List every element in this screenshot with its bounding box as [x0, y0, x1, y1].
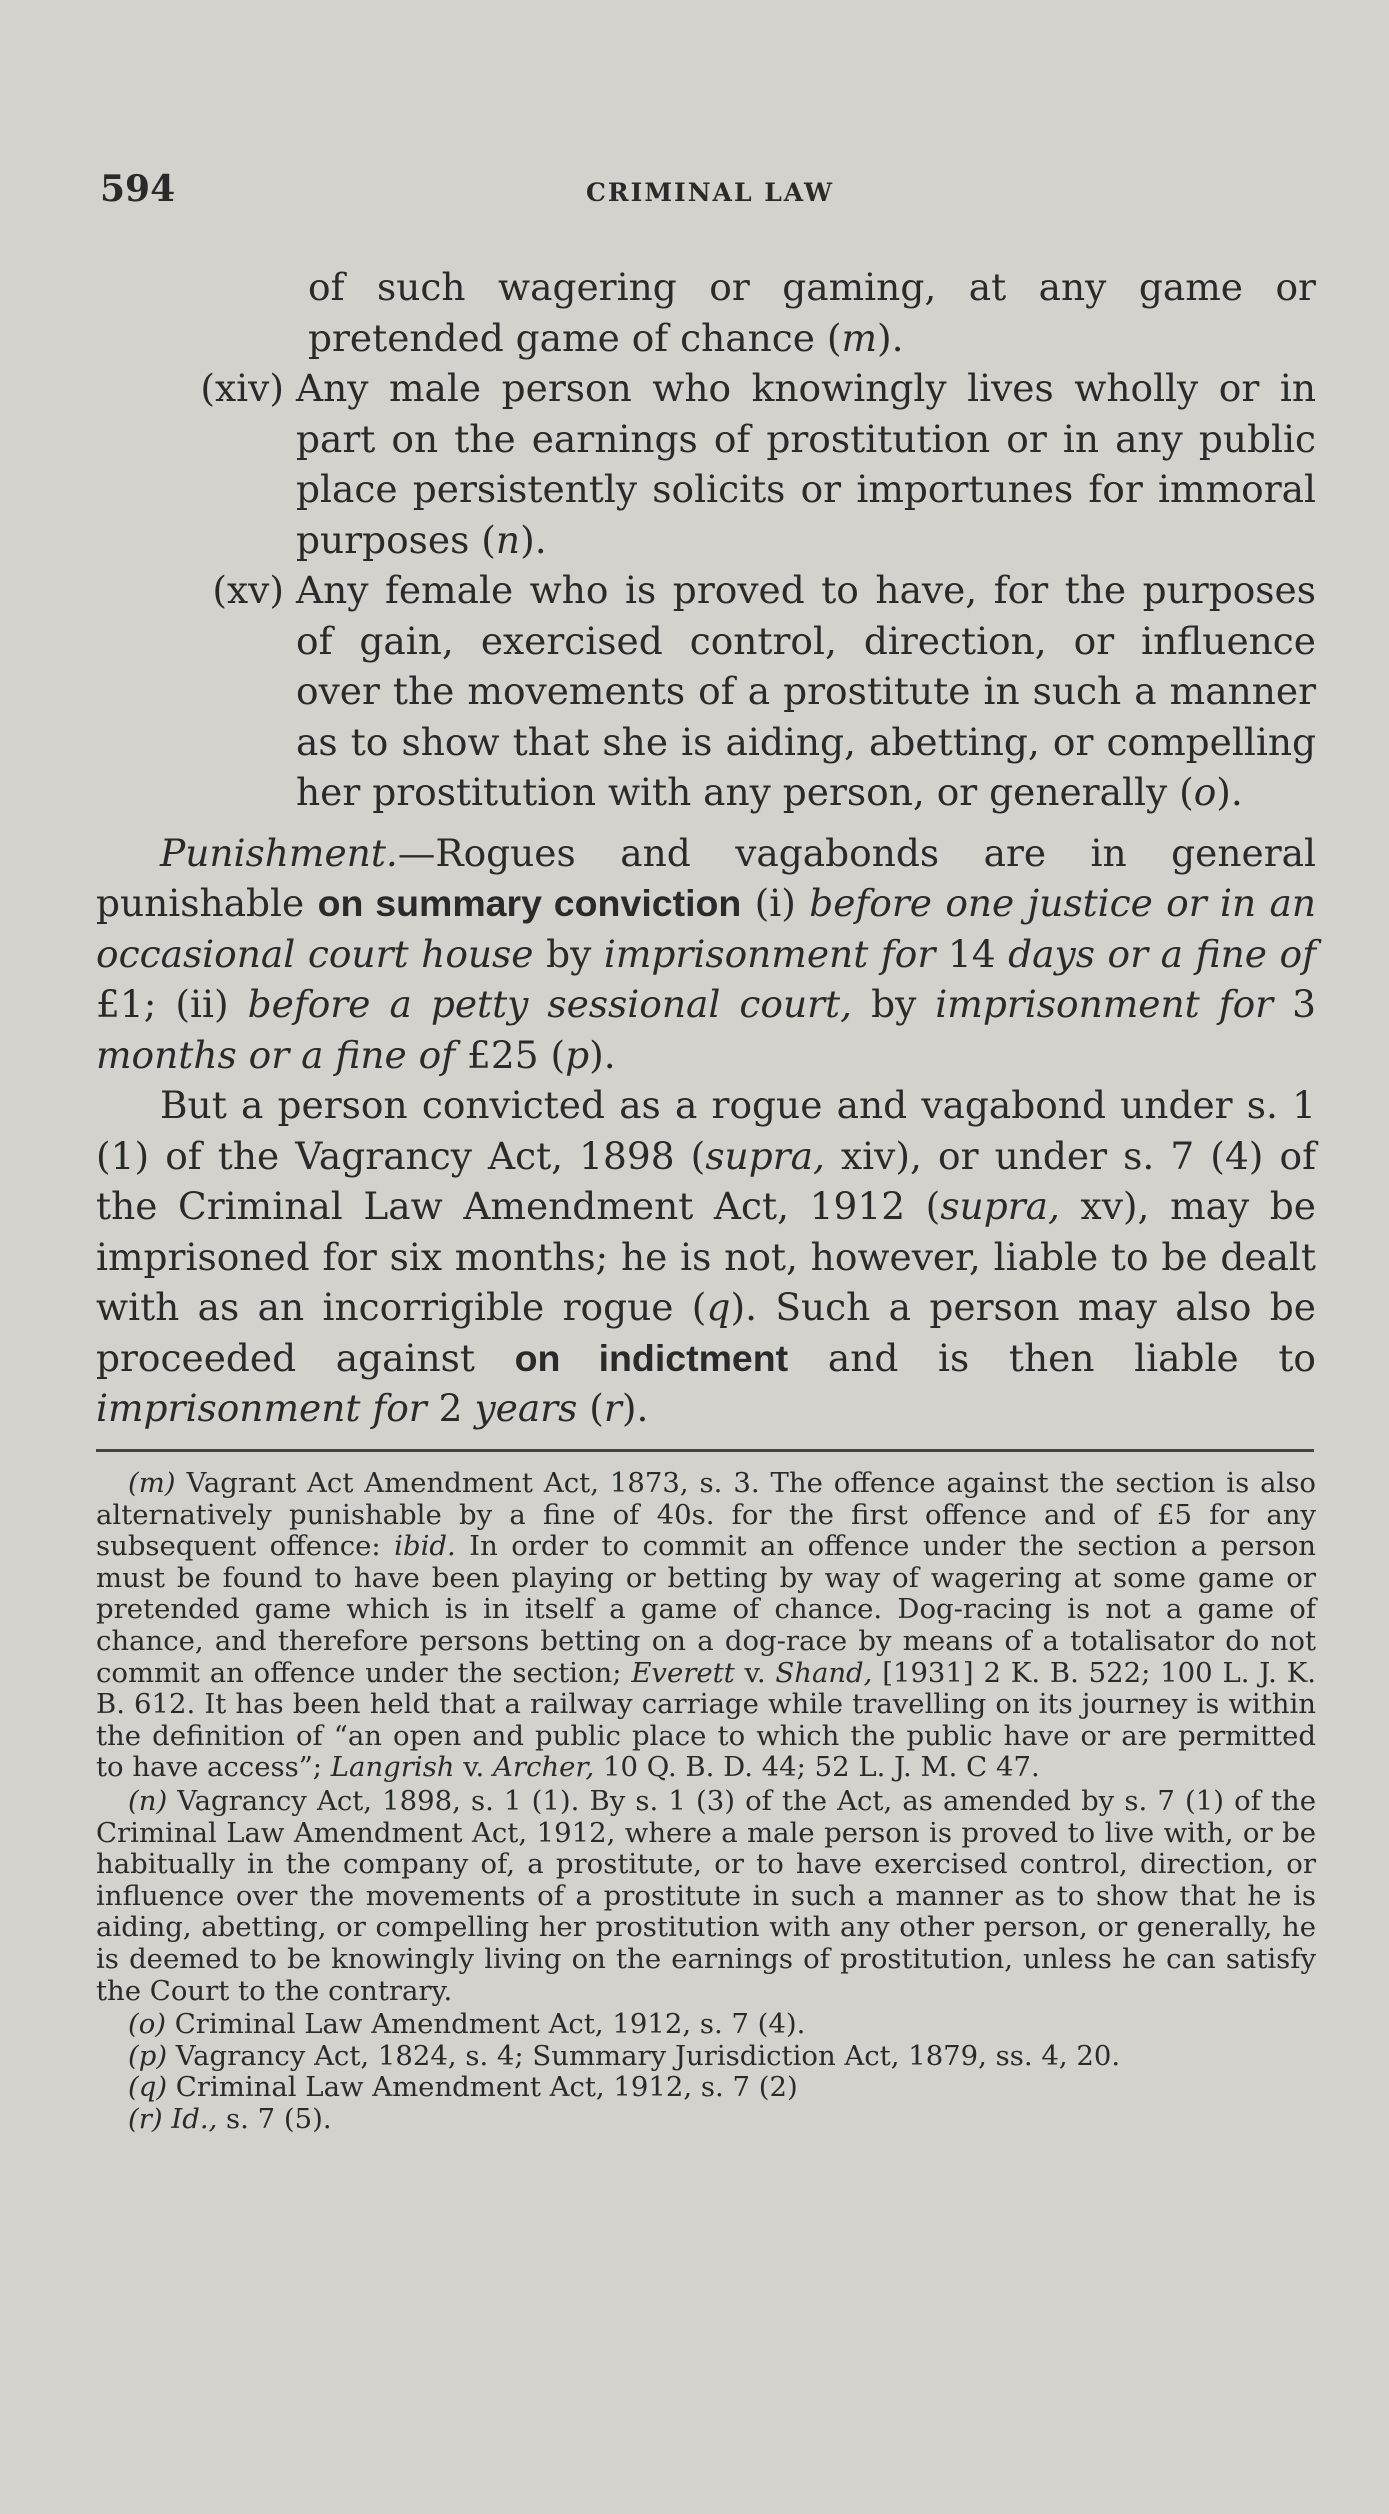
- item-number: (xiv): [200, 366, 284, 410]
- footnotes: [96, 1468, 1316, 2135]
- footnote-n: (n) Vagrancy Act, 1898, s. 1 (1). By s. 1 (3) of the Act, as amended by s. 7 (1) of the Criminal Law Amendment Act, 1912, where a male person is proved to live with, or be habitually in the company of, a prostitute, or to have exercised control, direction, or influence over the movements of a prostitute in such a manner as to show that he is aiding, abetting, or compelling her prostitution with any other person, or generally, he is deemed to be knowingly living on the earnings of prostitution, unless he can satisfy the Court to the contrary.: [96, 1784, 1316, 2007]
- footnote-ref: o: [1193, 770, 1217, 814]
- item-text: Any male person who knowingly lives wholly or in part on the earnings of prostitution or in any public place persistently solicits or importunes for immoral purposes (n).: [296, 366, 1316, 562]
- bold-term: on indictment: [514, 1336, 789, 1379]
- exception-paragraph: But a person convicted as a rogue and vagabond under s. 1 (1) of the Vagrancy Act, 1898 (supra, xiv), or under s. 7 (4) of the Criminal Law Amendment Act, 1912 (supra, xv), may be imprisoned for six months; he is not, however, liable to be dealt with as an incorrigible rogue (q). Such a person may also be proceeded against on indictment and is then liable to imprisonment for 2 years (r).: [96, 1083, 1317, 1430]
- footnote-o: (o) Criminal Law Amendment Act, 1912, s. 7 (4).: [128, 2008, 806, 2041]
- footnote-ref: p: [565, 1032, 590, 1077]
- footnote-r: (r) Id., s. 7 (5).: [128, 2102, 332, 2135]
- footnote-ref: m: [841, 315, 878, 360]
- footnote-ref: q: [706, 1285, 731, 1329]
- footnote-p: (p) Vagrancy Act, 1824, s. 4; Summary Jurisdiction Act, 1879, ss. 4, 20.: [128, 2039, 1121, 2072]
- bold-term: on summary conviction: [317, 882, 742, 924]
- list-item-xiv: [96, 363, 1316, 565]
- footnote-q: (q) Criminal Law Amendment Act, 1912, s. 7 (2): [128, 2071, 798, 2104]
- footnote-divider: [96, 1449, 1314, 1452]
- page-number: 594: [100, 168, 176, 210]
- item-number: (xv): [212, 568, 284, 612]
- list-item-xv: [96, 565, 1316, 818]
- running-head: CRIMINAL LAW: [585, 178, 835, 207]
- punishment-paragraph: Punishment.—Rogues and vagabonds are in general punishable on summary conviction (i) before one justice or in an occasional court house by imprisonment for 14 days or a fine of £1; (ii) before a petty sessional court, by imprisonment for 3 months or a fine of £25 (p).: [96, 830, 1316, 1077]
- footnote-ref: r: [603, 1386, 622, 1430]
- continuation-line: of such wagering or gaming, at any game or pretended game of chance (m).: [308, 265, 1316, 360]
- main-text: [96, 262, 1316, 1434]
- item-text: Any female who is proved to have, for the purposes of gain, exercised control, direction, or influence over the movements of a prostitute in such a manner as to show that she is aiding, abetting, or compelling her prostitution with any person, or generally (o).: [296, 568, 1316, 814]
- page-header: [100, 168, 1320, 218]
- footnote-m: (m) Vagrant Act Amendment Act, 1873, s. 3. The offence against the section is also alternatively punishable by a fine of 40s. for the first offence and of £5 for any subsequent offence: ibid. In order to commit an offence under the section a person must be found to have been playing or betting by way of wagering at some game or pretended game which is in itself a game of chance. Dog-racing is not a game of chance, and therefore persons betting on a dog-race by means of a totalisator do not commit an offence under the section; Everett v. Shand, [1931] 2 K. B. 522; 100 L. J. K. B. 612. It has been held that a railway carriage while travelling on its journey is within the definition of “an open and public place to which the public have or are permitted to have access”; Langrish v. Archer, 10 Q. B. D. 44; 52 L. J. M. C 47.: [96, 1467, 1317, 1784]
- punishment-heading: Punishment.: [160, 830, 398, 875]
- footnote-ref: n: [495, 517, 521, 562]
